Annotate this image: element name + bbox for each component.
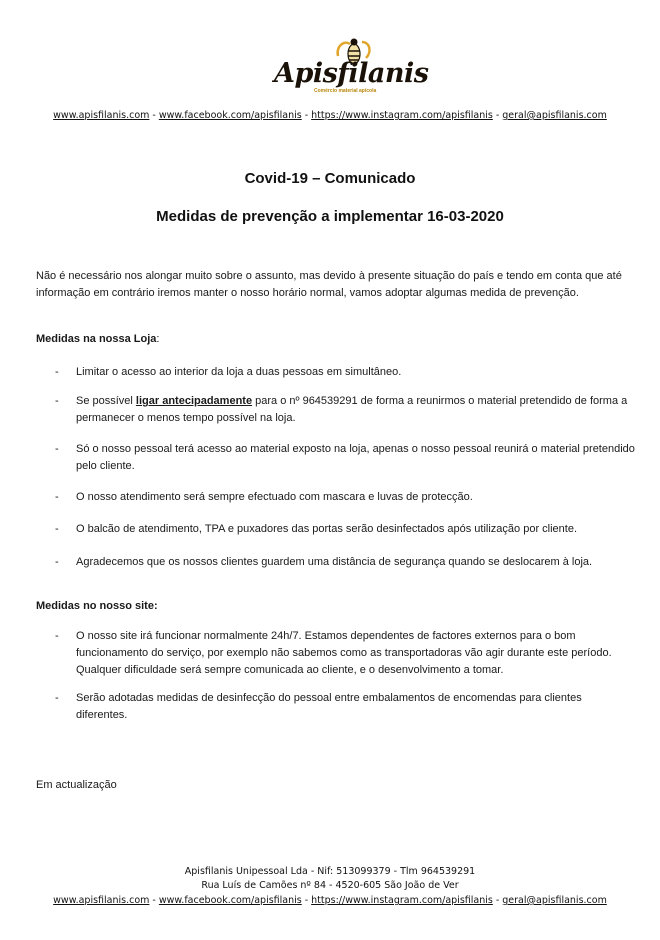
list-item-text: Limitar o acesso ao interior da loja a duas pessoas em simultâneo. (76, 366, 402, 378)
footer-company-line: Apisfilanis Unipessoal Lda - Nif: 513099379 - Tlm 964539291 (184, 866, 476, 877)
company-logo (270, 36, 429, 98)
link-separator: - (304, 895, 309, 906)
bullet-dash: - (55, 556, 59, 568)
bullet-dash: - (55, 692, 59, 704)
section-heading-text: Medidas na nossa Loja (36, 333, 157, 345)
email-link[interactable]: geral@apisfilanis.com (502, 110, 607, 121)
link-separator: - (304, 110, 309, 121)
link-separator: - (495, 895, 500, 906)
list-item-text: O nosso atendimento será sempre efectuado com mascara e luvas de protecção. (76, 491, 473, 503)
facebook-link[interactable]: www.facebook.com/apisfilanis (158, 110, 302, 121)
intro-paragraph: Não é necessário nos alongar muito sobre o assunto, mas devido à presente situação do país e tendo em conta que até informação em contrário iremos manter o nosso horário normal, vamos adoptar algumas medida de prevenção. (36, 270, 622, 299)
section-heading-site: Medidas no nosso site: (36, 600, 158, 612)
list-item-text: Agradecemos que os nossos clientes guardem uma distância de segurança quando se deslocarem à loja. (76, 556, 593, 568)
list-item-text (76, 393, 636, 427)
header-links (0, 110, 660, 121)
emphasis-call-ahead: ligar antecipadamente (135, 395, 253, 407)
bullet-dash: - (55, 523, 59, 535)
section-heading-store (36, 333, 159, 345)
email-link[interactable]: geral@apisfilanis.com (502, 895, 607, 906)
website-link[interactable]: www.apisfilanis.com (53, 110, 150, 121)
instagram-link[interactable]: https://www.instagram.com/apisfilanis (311, 110, 493, 121)
instagram-link[interactable]: https://www.instagram.com/apisfilanis (311, 895, 493, 906)
logo-wordmark: Apisfilanis (274, 58, 429, 89)
list-item-rest: para o nº 964539291 de forma a reunirmos o material pretendido de forma a permanecer o menos tempo possível na loja. (76, 395, 628, 424)
bullet-dash: - (55, 491, 59, 503)
list-item-text: O nosso site irá funcionar normalmente 24h/7. Estamos dependentes de factores externos para o bom funcionamento do serviço, por exemplo não sabemos como as transportadoras vão agir durante este período. Qualquer dificuldade será sempre comunicada ao cliente, e o desenvolvimento a tomar. (76, 630, 612, 676)
update-status: Em actualização (36, 779, 117, 791)
list-item-text: Serão adotadas medidas de desinfecção do pessoal entre embalamentos de encomendas para clientes diferentes. (76, 692, 582, 721)
section-heading-colon: : (156, 333, 160, 345)
list-item-prefix: Se possível (76, 395, 136, 407)
bullet-dash: - (55, 366, 59, 378)
facebook-link[interactable]: www.facebook.com/apisfilanis (158, 895, 302, 906)
footer-links (0, 895, 660, 906)
bullet-dash: - (55, 630, 59, 642)
link-separator: - (152, 110, 156, 121)
document-title: Covid-19 – Comunicado (244, 170, 416, 187)
link-separator: - (152, 895, 156, 906)
document-subtitle: Medidas de prevenção a implementar 16-03-2020 (156, 208, 504, 225)
list-item-text: O balcão de atendimento, TPA e puxadores das portas serão desinfectados após utilização por cliente. (76, 523, 578, 535)
link-separator: - (495, 110, 500, 121)
website-link[interactable]: www.apisfilanis.com (53, 895, 150, 906)
logo-tagline: Comércio material apícola (314, 88, 377, 94)
list-item-text: Só o nosso pessoal terá acesso ao material exposto na loja, apenas o nosso pessoal reunirá o material pretendido pelo cliente. (76, 443, 635, 472)
bullet-dash: - (55, 395, 59, 407)
footer-address-line: Rua Luís de Camões nº 84 - 4520-605 São João de Ver (201, 880, 459, 891)
bullet-dash: - (55, 443, 59, 455)
